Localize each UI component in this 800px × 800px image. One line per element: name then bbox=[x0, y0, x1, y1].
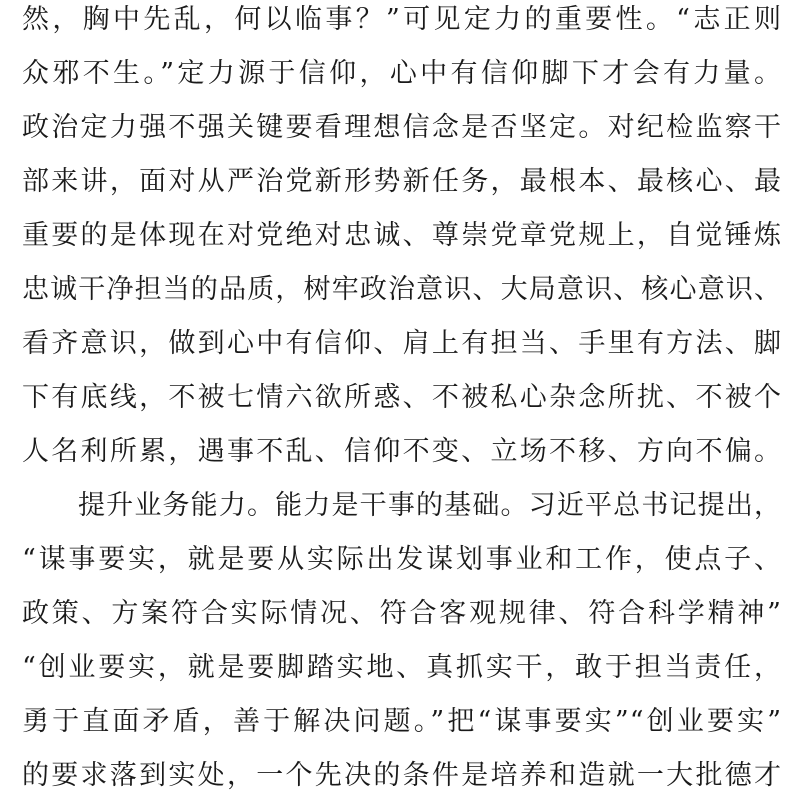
text-line-7: 看齐意识，做到心中有信仰、肩上有担当、手里有方法、脚 bbox=[22, 328, 782, 359]
text-line-2: 众邪不生。”定力源于信仰，心中有信仰脚下才会有力量。 bbox=[22, 58, 782, 89]
text-line-1: 然，胸中先乱，何以临事？”可见定力的重要性。“志正则 bbox=[22, 4, 782, 35]
text-line-3: 政治定力强不强关键要看理想信念是否坚定。对纪检监察干 bbox=[22, 112, 782, 143]
text-line-10: 提升业务能力。能力是干事的基础。习近平总书记提出， bbox=[78, 490, 782, 521]
text-line-9: 人名利所累，遇事不乱、信仰不变、立场不移、方向不偏。 bbox=[22, 436, 782, 467]
text-line-11: “谋事要实，就是要从实际出发谋划事业和工作，使点子、 bbox=[22, 544, 782, 575]
document-text bbox=[22, 0, 782, 800]
text-line-13: “创业要实，就是要脚踏实地、真抓实干，敢于担当责任， bbox=[22, 652, 782, 683]
text-line-5: 重要的是体现在对党绝对忠诚、尊崇党章党规上，自觉锤炼 bbox=[22, 220, 782, 251]
text-line-4: 部来讲，面对从严治党新形势新任务，最根本、最核心、最 bbox=[22, 166, 782, 197]
text-line-14: 勇于直面矛盾，善于解决问题。”把“谋事要实”“创业要实” bbox=[22, 706, 782, 737]
text-line-8: 下有底线，不被七情六欲所惑、不被私心杂念所扰、不被个 bbox=[22, 382, 782, 413]
text-line-12: 政策、方案符合实际情况、符合客观规律、符合科学精神” bbox=[22, 598, 782, 629]
text-line-15: 的要求落到实处，一个先决的条件是培养和造就一大批德才 bbox=[22, 760, 782, 791]
text-line-6: 忠诚干净担当的品质，树牢政治意识、大局意识、核心意识、 bbox=[22, 274, 782, 305]
